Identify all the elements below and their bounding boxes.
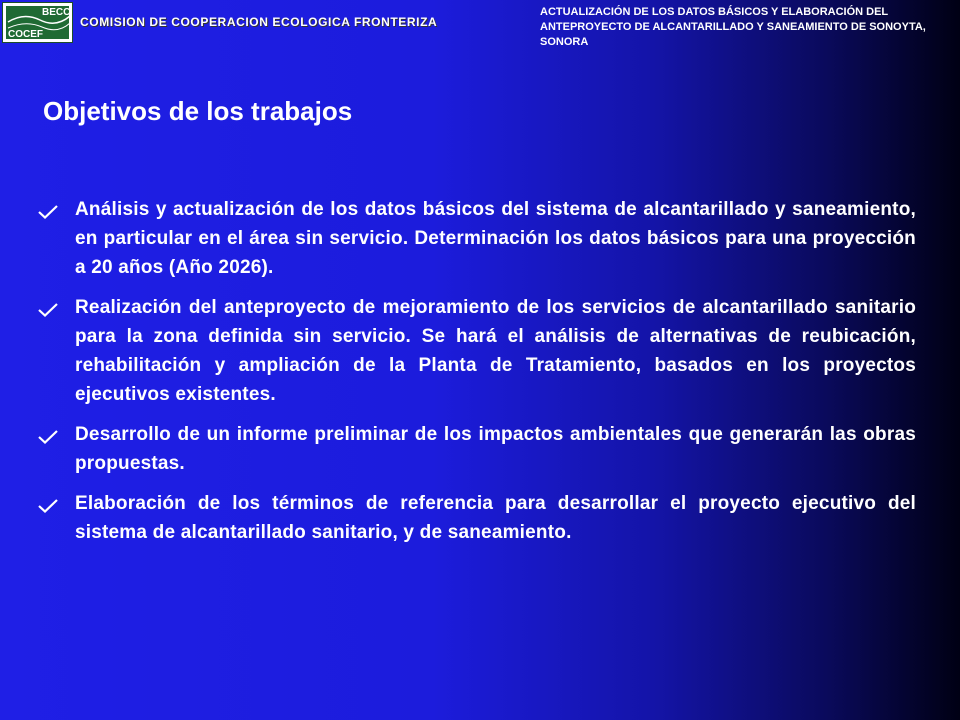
objective-item	[38, 420, 916, 478]
logo-text-becc: BECC	[42, 7, 71, 18]
objective-text: Elaboración de los términos de referencia para desarrollar el proyecto ejecutivo del sistema de alcantarillado sanitario, y de saneamiento.	[75, 493, 916, 543]
check-icon	[38, 430, 58, 444]
objective-item	[38, 195, 916, 282]
slide-title: Objetivos de los trabajos	[43, 96, 353, 126]
check-icon	[38, 499, 58, 513]
organization-name: COMISION DE COOPERACION ECOLOGICA FRONTERIZA	[80, 15, 438, 29]
objective-text: Desarrollo de un informe preliminar de los impactos ambientales que generarán las obras propuestas.	[75, 424, 916, 474]
check-icon	[38, 205, 58, 219]
becc-cocef-logo	[2, 2, 73, 43]
objective-item	[38, 489, 916, 547]
logo-background	[6, 6, 69, 39]
project-title: ACTUALIZACIÓN DE LOS DATOS BÁSICOS Y ELABORACIÓN DEL ANTEPROYECTO DE ALCANTARILLADO Y SANEAMIENTO DE SONOYTA, SONORA	[540, 6, 926, 48]
check-icon	[38, 303, 58, 317]
objectives-list	[38, 195, 916, 558]
logo-text-cocef: COCEF	[8, 29, 43, 40]
objective-item	[38, 293, 916, 409]
objective-text: Análisis y actualización de los datos básicos del sistema de alcantarillado y saneamiento, en particular en el área sin servicio. Determinación los datos básicos para una proyección a 20 años (Año 2026).	[75, 199, 916, 278]
objective-text: Realización del anteproyecto de mejoramiento de los servicios de alcantarillado sanitario para la zona definida sin servicio. Se hará el análisis de alternativas de reubicación, rehabilitación y ampliación de la Planta de Tratamiento, basados en los proyectos ejecutivos existentes.	[75, 297, 916, 405]
